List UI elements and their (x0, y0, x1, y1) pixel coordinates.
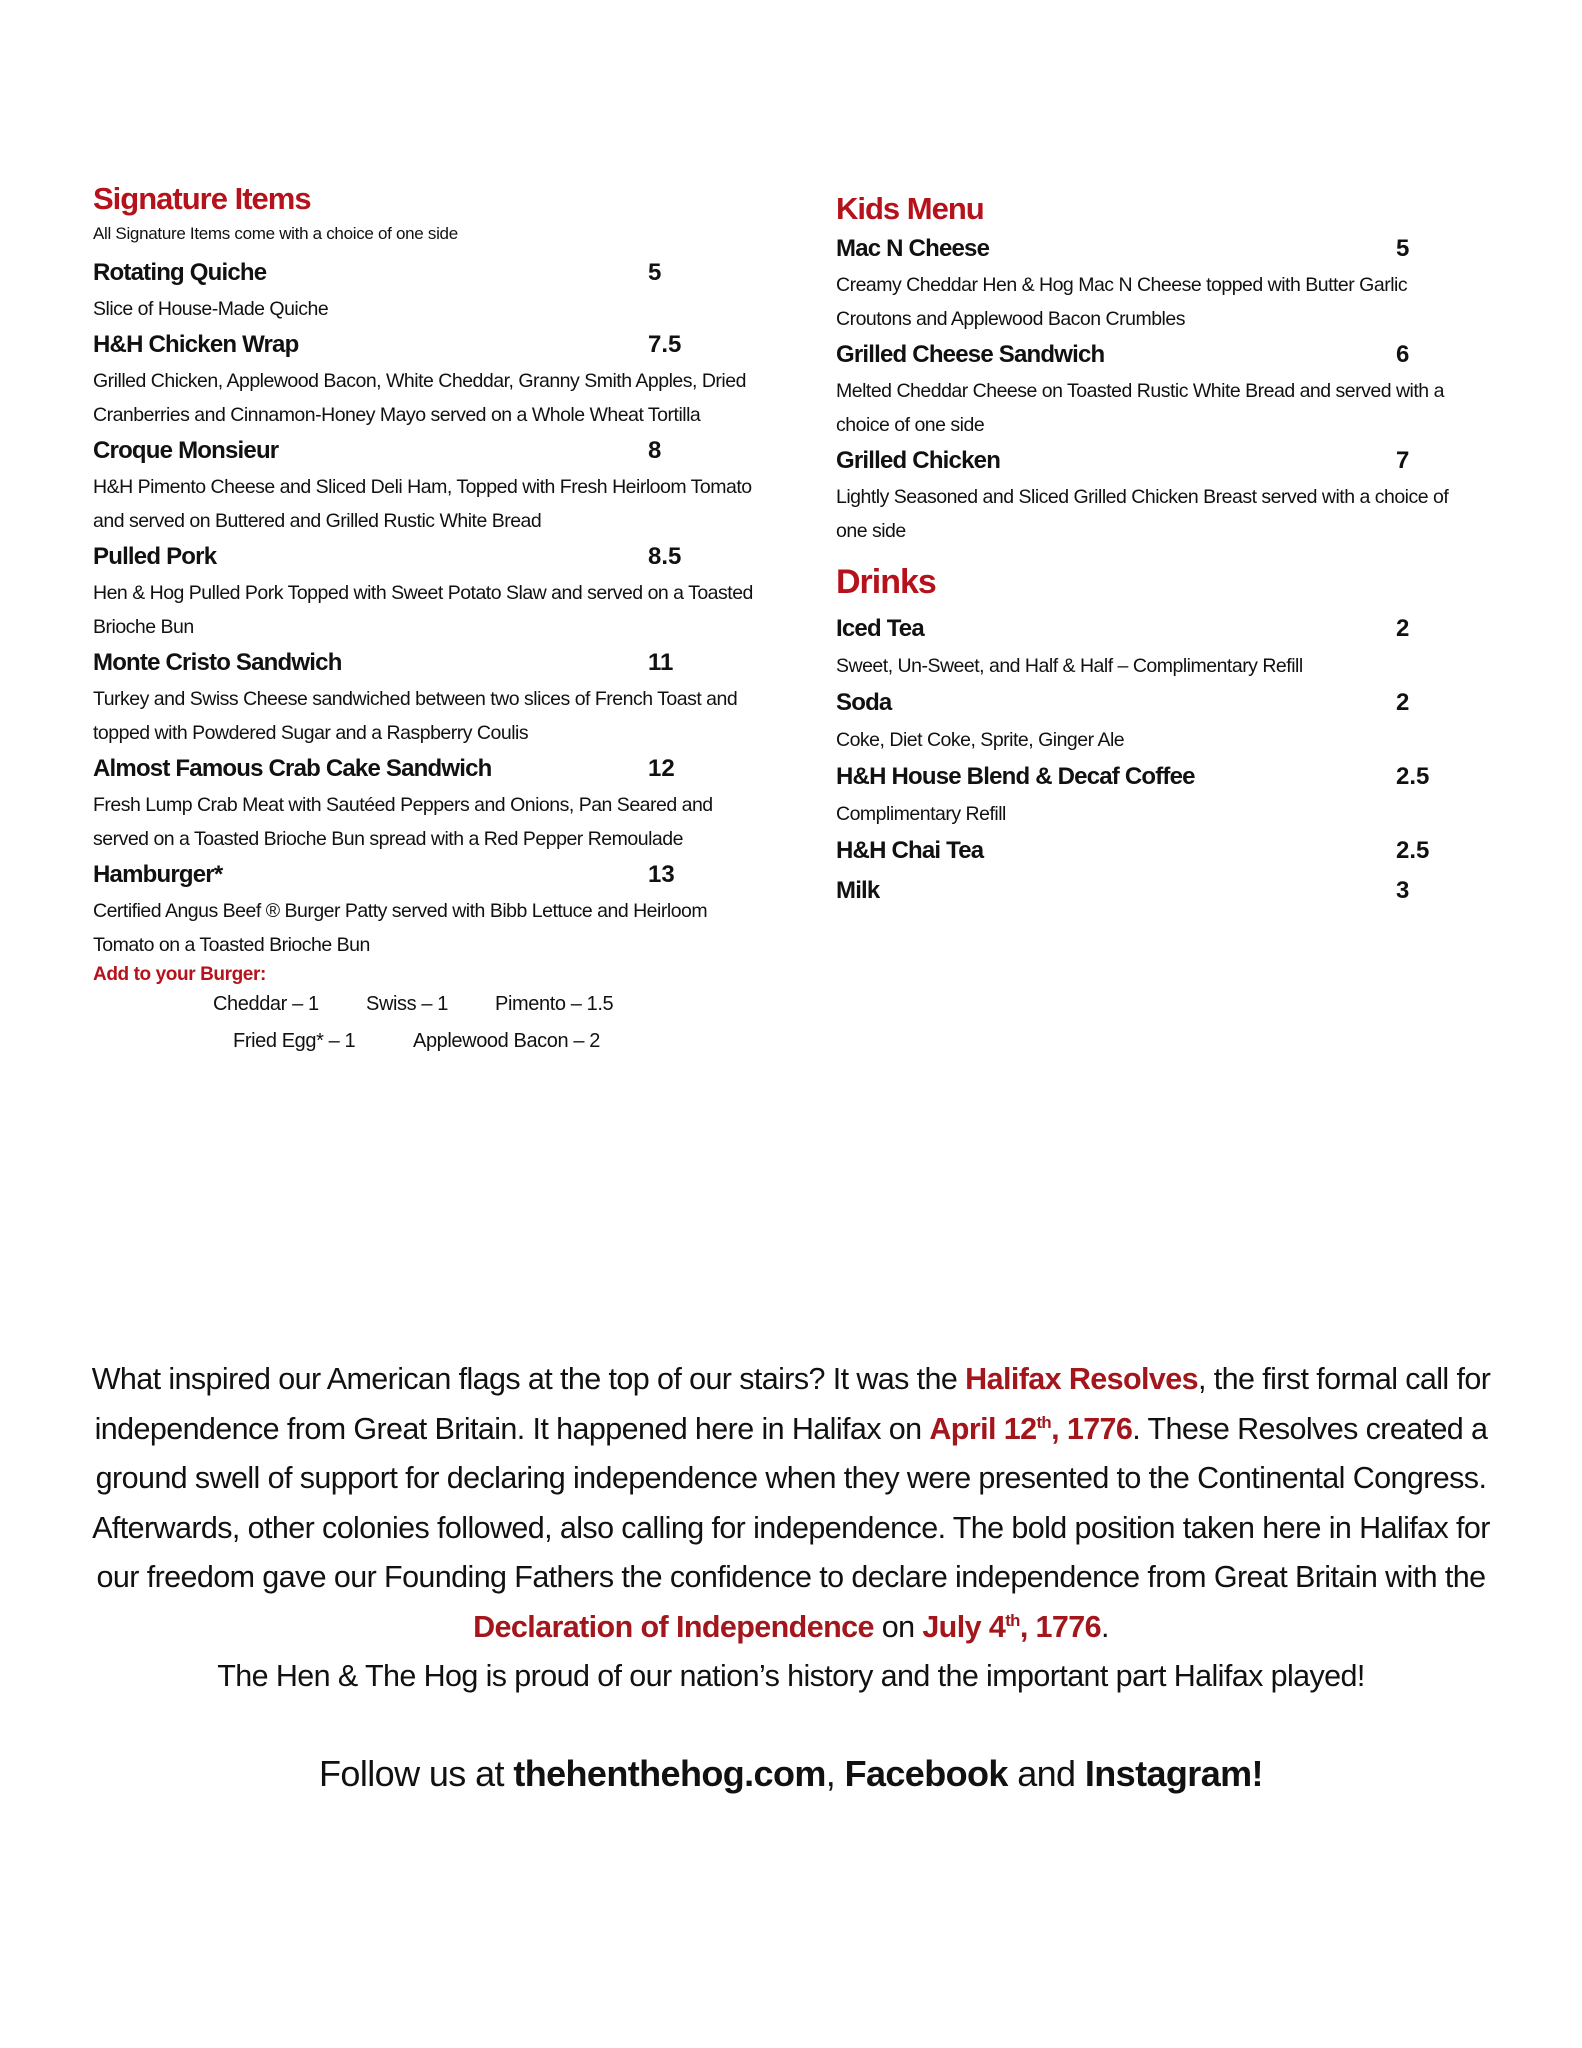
drinks-item-description: Coke, Diet Coke, Sprite, Ginger Ale (836, 729, 1125, 751)
kids-item-header (836, 336, 1476, 374)
signature-item-header (93, 856, 753, 894)
drinks-title: Drinks (836, 563, 936, 601)
kids-item-price: 5 (1396, 235, 1410, 262)
addon-applewood-bacon: Applewood Bacon – 2 (413, 1030, 600, 1052)
signature-item-description: Turkey and Swiss Cheese sandwiched between two slices of French Toast and topped with Powdered Sugar and a Raspberry Coulis (93, 688, 738, 744)
july-date-sup: th (1005, 1610, 1020, 1630)
burger-addons-row-2 (93, 1023, 753, 1060)
story-text-2: , the first formal call for independence from Great Britain. It happened here in Halifax on (94, 1362, 1491, 1446)
drinks-item-header (836, 610, 1476, 648)
signature-item (93, 326, 753, 432)
drinks-item-price: 3 (1396, 877, 1410, 904)
signature-item (93, 432, 753, 538)
story-text-3: . These Resolves created a ground swell of support for declaring independence when they were presented to the Continental Congress. Afterwards, other colonies followed, also calling for independence. The bold position taken here in Halifax for our freedom gave our Founding Fathers the confidence to declare independence from Great Britain with the (92, 1411, 1490, 1594)
drinks-item-name: Iced Tea (836, 615, 924, 642)
signature-items-note: All Signature Items come with a choice of one side (93, 224, 458, 243)
signature-item-header (93, 644, 753, 682)
facebook-link[interactable]: Facebook (844, 1753, 1008, 1794)
right-column (836, 188, 1476, 912)
declaration-highlight: Declaration of Independence (473, 1609, 874, 1644)
drinks-item-name: H&H Chai Tea (836, 837, 984, 864)
drinks-item-price: 2.5 (1396, 763, 1430, 790)
kids-item (836, 230, 1476, 336)
addon-swiss: Swiss – 1 (366, 993, 448, 1015)
drinks-list (836, 610, 1476, 912)
april-date-a: April 12 (929, 1411, 1037, 1446)
kids-item (836, 336, 1476, 442)
kids-item (836, 442, 1476, 548)
kids-item-price: 6 (1396, 341, 1410, 368)
july-date-highlight (922, 1610, 1101, 1644)
april-date-highlight (929, 1412, 1132, 1446)
story-paragraph (80, 1355, 1502, 1652)
addon-fried-egg: Fried Egg* – 1 (233, 1030, 356, 1052)
signature-item-price: 5 (648, 259, 662, 286)
drinks-item-description: Sweet, Un-Sweet, and Half & Half – Complimentary Refill (836, 655, 1303, 677)
story-text-1: What inspired our American flags at the top of our stairs? It was the (91, 1362, 958, 1396)
april-date-sup: th (1036, 1412, 1052, 1432)
drinks-item-name: H&H House Blend & Decaf Coffee (836, 763, 1195, 790)
drinks-item (836, 758, 1476, 832)
kids-menu-list (836, 230, 1476, 548)
instagram-link[interactable]: Instagram! (1084, 1753, 1263, 1794)
signature-item (93, 856, 753, 962)
drinks-item-header (836, 684, 1476, 722)
drinks-item-description: Complimentary Refill (836, 803, 1006, 825)
signature-item-name: Monte Cristo Sandwich (93, 649, 342, 676)
drinks-item-header (836, 758, 1476, 796)
signature-item-name: Pulled Pork (93, 543, 217, 570)
signature-items-list (93, 254, 753, 962)
kids-item-price: 7 (1396, 447, 1410, 474)
kids-item-name: Mac N Cheese (836, 235, 990, 262)
signature-item (93, 254, 753, 326)
signature-item-description: Slice of House-Made Quiche (93, 298, 329, 320)
signature-item-description: Certified Angus Beef ® Burger Patty served with Bibb Lettuce and Heirloom Tomato on a Toasted Brioche Bun (93, 900, 708, 956)
signature-item-price: 11 (648, 649, 674, 676)
website-link[interactable]: thehenthehog.com (513, 1753, 826, 1794)
kids-item-description: Creamy Cheddar Hen & Hog Mac N Cheese topped with Butter Garlic Croutons and Applewood Bacon Crumbles (836, 274, 1408, 330)
drinks-item-price: 2 (1396, 615, 1410, 642)
kids-item-name: Grilled Chicken (836, 447, 1001, 474)
kids-item-name: Grilled Cheese Sandwich (836, 341, 1105, 368)
drinks-item-name: Soda (836, 689, 892, 716)
addon-pimento: Pimento – 1.5 (495, 993, 614, 1015)
signature-item-header (93, 326, 753, 364)
drinks-item-price: 2 (1396, 689, 1410, 716)
signature-item-name: Rotating Quiche (93, 259, 267, 286)
signature-item-header (93, 750, 753, 788)
signature-items-title: Signature Items (93, 181, 311, 216)
story-closing-line: The Hen & The Hog is proud of our nation’s history and the important part Halifax played! (217, 1659, 1365, 1693)
july-date-a: July 4 (922, 1609, 1006, 1644)
april-date-b: , 1776 (1051, 1411, 1133, 1446)
signature-item-description: Hen & Hog Pulled Pork Topped with Sweet Potato Slaw and served on a Toasted Brioche Bun (93, 582, 753, 638)
kids-item-header (836, 442, 1476, 480)
halifax-resolves-highlight: Halifax Resolves (965, 1362, 1198, 1396)
signature-item-description: H&H Pimento Cheese and Sliced Deli Ham, Topped with Fresh Heirloom Tomato and served on Buttered and Grilled Rustic White Bread (93, 476, 752, 532)
signature-item-price: 12 (648, 755, 675, 782)
drinks-item-header (836, 872, 1476, 912)
story-text-on: on (881, 1609, 915, 1644)
signature-item-description: Grilled Chicken, Applewood Bacon, White Cheddar, Granny Smith Apples, Dried Cranberries and Cinnamon-Honey Mayo served on a Whole Wheat Tortilla (93, 370, 746, 426)
kids-item-description: Lightly Seasoned and Sliced Grilled Chicken Breast served with a choice of one side (836, 486, 1449, 542)
follow-and: and (1017, 1753, 1076, 1794)
signature-item-name: Hamburger* (93, 861, 223, 888)
signature-item-name: Croque Monsieur (93, 437, 279, 464)
signature-item-price: 8.5 (648, 543, 682, 570)
story-text-end: . (1101, 1609, 1109, 1644)
drinks-item-price: 2.5 (1396, 837, 1430, 864)
burger-addons-row-1 (93, 986, 753, 1023)
signature-item-price: 13 (648, 861, 675, 888)
drinks-item-name: Milk (836, 877, 880, 904)
drinks-item (836, 832, 1476, 872)
signature-items-section (93, 180, 753, 1060)
kids-item-description: Melted Cheddar Cheese on Toasted Rustic White Bread and served with a choice of one side (836, 380, 1444, 436)
signature-item-header (93, 432, 753, 470)
signature-item-name: H&H Chicken Wrap (93, 331, 299, 358)
kids-menu-title: Kids Menu (836, 191, 984, 226)
kids-item-header (836, 230, 1476, 268)
signature-item (93, 644, 753, 750)
drinks-item (836, 872, 1476, 912)
drinks-item-header (836, 832, 1476, 872)
follow-us-line (0, 1753, 1582, 1795)
drinks-item (836, 684, 1476, 758)
drinks-item (836, 610, 1476, 684)
signature-item-price: 7.5 (648, 331, 682, 358)
july-date-b: , 1776 (1019, 1609, 1102, 1644)
follow-comma: , (825, 1753, 836, 1794)
signature-item-description: Fresh Lump Crab Meat with Sautéed Peppers and Onions, Pan Seared and served on a Toasted Brioche Bun spread with a Red Pepper Remoulade (93, 794, 713, 850)
follow-text: Follow us at (319, 1753, 504, 1794)
burger-addons-title: Add to your Burger: (93, 964, 266, 985)
signature-item-price: 8 (648, 437, 662, 464)
signature-item (93, 750, 753, 856)
signature-item-header (93, 254, 753, 292)
signature-item (93, 538, 753, 644)
halifax-story (80, 1355, 1502, 1702)
addon-cheddar: Cheddar – 1 (213, 993, 319, 1015)
signature-item-header (93, 538, 753, 576)
signature-item-name: Almost Famous Crab Cake Sandwich (93, 755, 492, 782)
